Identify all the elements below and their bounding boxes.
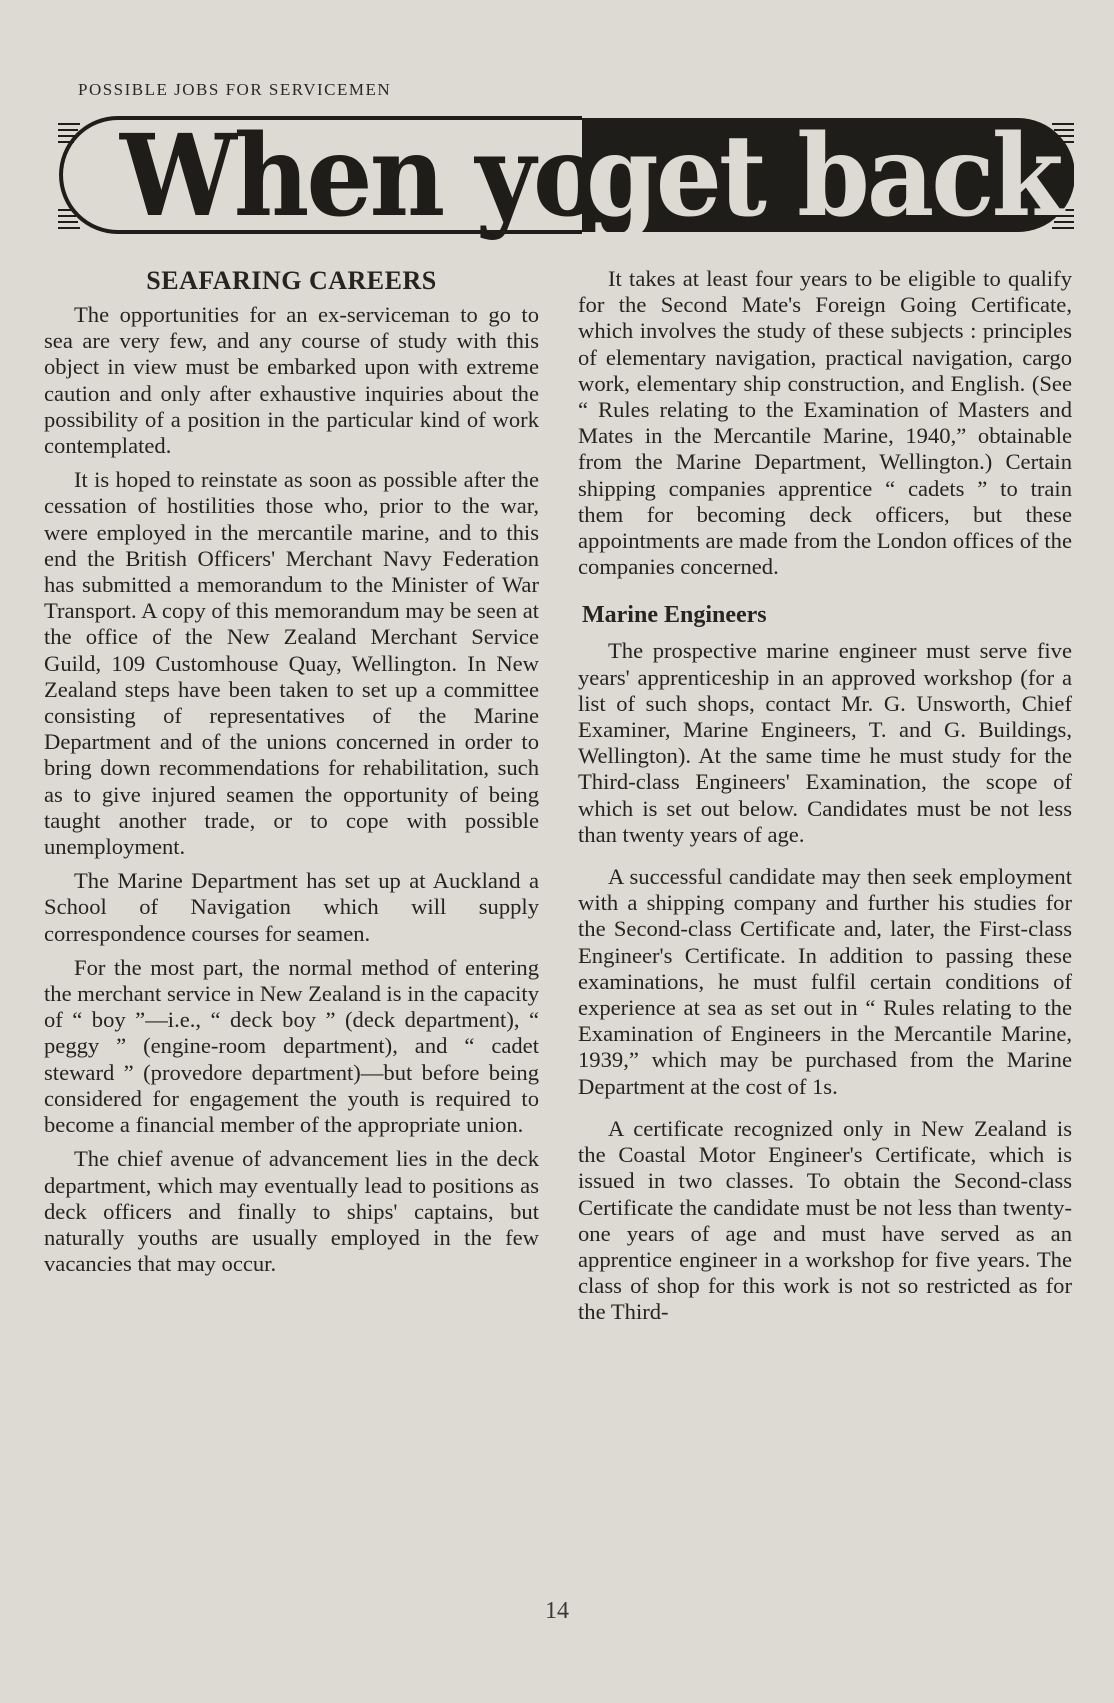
paragraph: A certificate recognized only in New Zealand is the Coastal Motor Engineer's Certificate, which is issued in two classes. To obtain the Second-class Certificate the candidate must be not less than twenty-one years of age and must have served as an apprentice engineer in a workshop for five years. The class of shop for this work is not so restricted as for the Third- bbox=[578, 1115, 1072, 1325]
paragraph: It takes at least four years to be eligible to qualify for the Second Mate's Foreign Going Certificate, which involves the study of these subjects : principles of elementary navigation, practical navigation, cargo work, elementary ship construction, and English. (See “ Rules relating to the Examination of Masters and Mates in the Mercantile Marine, 1940,” obtainable from the Marine Department, Wellington.) Certain shipping companies apprentice “ cadets ” to train them for becoming deck officers, but these appointments are made from the London offices of the companies concerned. bbox=[578, 266, 1072, 580]
section-heading: SEAFARING CAREERS bbox=[146, 266, 437, 295]
paragraph: The opportunities for an ex-serviceman to go to sea are very few, and any course of study with this object in view must be embarked upon with extreme caution and only after exhaustive inquiries about the possibility of a position in the particular kind of work contemplated. bbox=[44, 302, 539, 459]
paragraph: The prospective marine engineer must serve five years' apprenticeship in an approved workshop (for a list of such shops, contact Mr. G. Unsworth, Chief Examiner, Marine Engineers, T. and G. Buildings, Wellington). At the same time he must study for the Third-class Engineers' Examination, the scope of which is set out below. Candidates must be not less than twenty years of age. bbox=[578, 638, 1072, 847]
running-head: POSSIBLE JOBS FOR SERVICEMEN bbox=[78, 80, 392, 99]
paragraph: A successful candidate may then seek employment with a shipping company and further his studies for the Second-class Certificate and, later, the First-class Engineer's Certificate. In addition to passing these examinations, he must fulfil certain conditions of experience at sea as set out in “ Rules relating to the Examination of Engineers in the Mercantile Marine, 1939,” which may be purchased from the Marine Department at the cost of 1s. bbox=[578, 864, 1072, 1099]
paragraph: The chief avenue of advancement lies in the deck department, which may eventually lead to positions as deck officers and finally to ships' captains, but naturally youths are usually employed in the few vacancies that may occur. bbox=[44, 1146, 539, 1277]
left-column bbox=[44, 266, 539, 1277]
page-number: 14 bbox=[545, 1598, 569, 1624]
paragraph: The Marine Department has set up at Auckland a School of Navigation which will supply correspondence courses for seamen. bbox=[44, 868, 539, 946]
paragraph: It is hoped to reinstate as soon as possible after the cessation of hostilities those who, prior to the war, were employed in the mercantile marine, and to this end the British Officers' Merchant Navy Federation has submitted a memorandum to the Minister of War Transport. A copy of this memorandum may be seen at the office of the New Zealand Merchant Service Guild, 109 Customhouse Quay, Wellington. In New Zealand steps have been taken to set up a committee consisting of representatives of the Marine Department and of the unions concerned in order to bring down recommendations for rehabilitation, such as to give injured seamen the opportunity of being taught another trade, or to cope with possible unemployment. bbox=[44, 467, 539, 860]
banner-title-left: When you bbox=[120, 109, 672, 242]
paragraph: For the most part, the normal method of entering the merchant service in New Zealand is in the capacity of “ boy ”—i.e., “ deck boy ” (deck department), “ peggy ” (engine-room department), and “ cadet steward ” (provedore department)—but before being considered for engagement the youth is required to become a financial member of the appropriate union. bbox=[44, 954, 539, 1138]
banner-title-right: get back bbox=[586, 109, 1061, 242]
title-banner bbox=[58, 109, 1074, 242]
right-column bbox=[578, 266, 1072, 1326]
subheading: Marine Engineers bbox=[582, 602, 767, 629]
